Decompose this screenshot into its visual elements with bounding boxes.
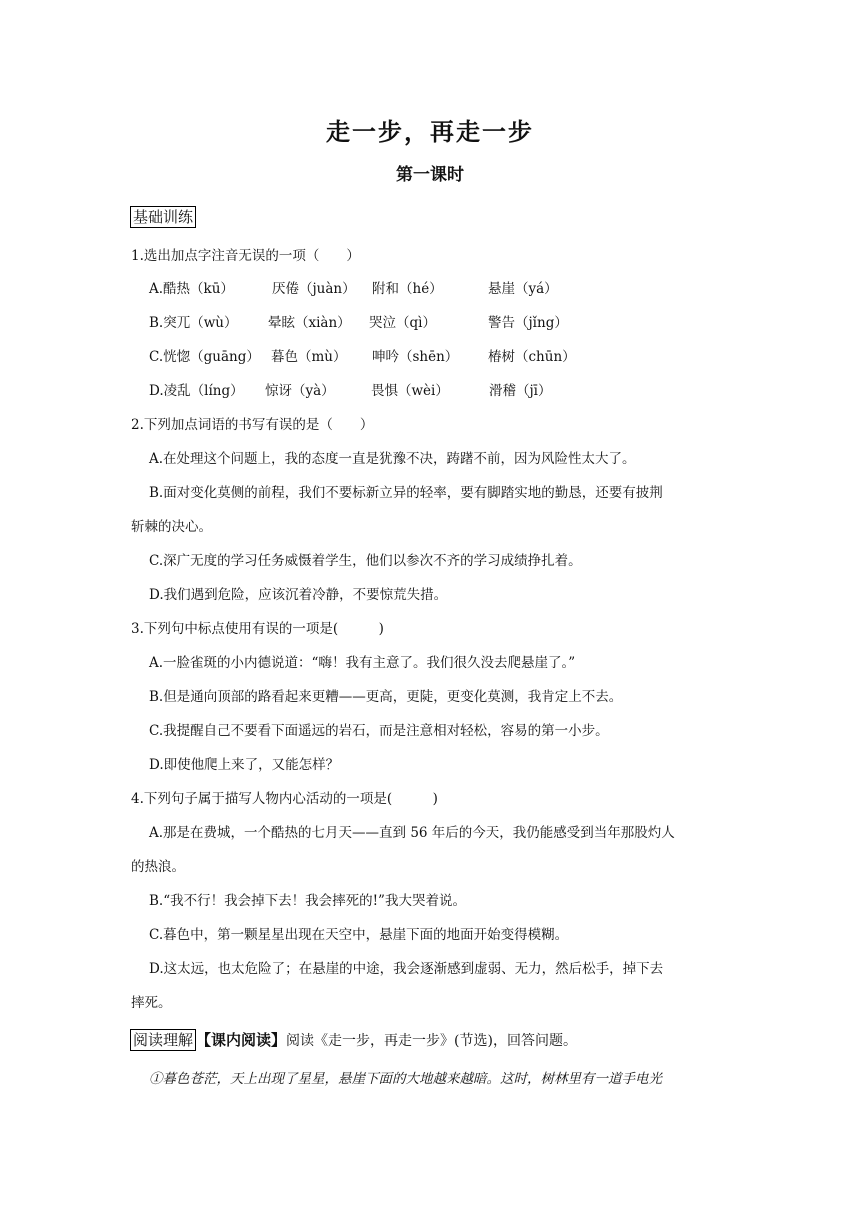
q1-b-2: 晕眩（xiàn） bbox=[268, 315, 351, 331]
q1-option-d bbox=[149, 381, 552, 401]
q4-option-d-line2: 摔死。 bbox=[131, 995, 172, 1011]
section-reading bbox=[130, 1029, 577, 1051]
q3-option-d: D.即使他爬上来了，又能怎样？ bbox=[149, 757, 340, 773]
q2-stem: 2.下列加点词语的书写有误的是（ ） bbox=[131, 417, 374, 433]
section-basic bbox=[130, 206, 196, 228]
q1-d-1: D.凌乱（líng） bbox=[149, 383, 244, 399]
q2-option-b-line2: 斩棘的决心。 bbox=[131, 519, 212, 535]
q1-d-3: 畏惧（wèi） bbox=[371, 383, 449, 399]
page-title: 走一步，再走一步 bbox=[326, 118, 534, 146]
q4-option-b: B.“我不行！我会掉下去！我会摔死的!”我大哭着说。 bbox=[149, 893, 466, 909]
q2-option-b-line1: B.面对变化莫侧的前程，我们不要标新立异的轻率，要有脚踏实地的勤恳，还要有披荆 bbox=[149, 485, 663, 501]
q1-a-4: 悬崖（yá） bbox=[488, 281, 558, 297]
q1-option-c bbox=[149, 347, 576, 367]
q4-option-a-line2: 的热浪。 bbox=[131, 859, 185, 875]
q1-a-3: 附和（hé） bbox=[372, 281, 443, 297]
page-subtitle: 第一课时 bbox=[396, 165, 464, 185]
q3-option-c: C.我提醒自己不要看下面遥远的岩石，而是注意相对轻松，容易的第一小步。 bbox=[149, 723, 609, 739]
q3-stem: 3.下列句中标点使用有误的一项是( ) bbox=[131, 621, 384, 637]
q4-option-a-line1: A.那是在费城，一个酷热的七月天——直到 56 年后的今天，我仍能感受到当年那股灼人 bbox=[149, 825, 675, 841]
q1-b-4: 警告（jǐng） bbox=[488, 315, 568, 331]
q1-a-1: A.酷热（kū） bbox=[149, 281, 234, 297]
q3-option-a: A.一脸雀斑的小内德说道：“嗨！我有主意了。我们很久没去爬悬崖了。” bbox=[149, 655, 576, 671]
q1-c-1: C.恍惚（guāng） bbox=[149, 349, 260, 365]
q4-option-d-line1: D.这太远，也太危险了；在悬崖的中途，我会逐渐感到虚弱、无力，然后松手，掉下去 bbox=[149, 961, 664, 977]
q1-c-2: 暮色（mù） bbox=[271, 349, 347, 365]
q2-option-a: A.在处理这个问题上，我的态度一直是犹豫不决，踌躇不前，因为风险性太大了。 bbox=[149, 451, 636, 467]
q1-option-a bbox=[149, 279, 558, 299]
section-reading-tag: 【课内阅读】 bbox=[196, 1031, 287, 1049]
q1-c-4: 椿树（chūn） bbox=[488, 349, 576, 365]
section-reading-instruction: 阅读《走一步，再走一步》(节选)，回答问题。 bbox=[286, 1033, 577, 1049]
section-label-basic: 基础训练 bbox=[130, 206, 196, 228]
q4-stem: 4.下列句子属于描写人物内心活动的一项是( ) bbox=[131, 791, 438, 807]
q1-a-2: 厌倦（juàn） bbox=[272, 281, 356, 297]
q1-b-3: 哭泣（qì） bbox=[369, 315, 436, 331]
q4-option-c: C.暮色中，第一颗星星出现在天空中，悬崖下面的地面开始变得模糊。 bbox=[149, 927, 569, 943]
q1-stem: 1.选出加点字注音无误的一项（ ） bbox=[131, 248, 360, 264]
q3-option-b: B.但是通向顶部的路看起来更糟——更高，更陡，更变化莫测，我肯定上不去。 bbox=[149, 689, 623, 705]
q1-b-1: B.突兀（wù） bbox=[149, 315, 238, 331]
passage-paragraph-1: ①暮色苍茫，天上出现了星星，悬崖下面的大地越来越暗。这时，树林里有一道手电光 bbox=[149, 1071, 662, 1087]
q1-d-4: 滑稽（jī） bbox=[489, 383, 552, 399]
q1-d-2: 惊讶（yà） bbox=[265, 383, 335, 399]
q2-option-d: D.我们遇到危险，应该沉着冷静，不要惊荒失措。 bbox=[149, 587, 448, 603]
q1-c-3: 呻吟（shēn） bbox=[372, 349, 459, 365]
q1-option-b bbox=[149, 313, 568, 333]
section-label-reading: 阅读理解 bbox=[130, 1029, 196, 1051]
q2-option-c: C.深广无度的学习任务威慑着学生，他们以参次不齐的学习成绩挣扎着。 bbox=[149, 553, 582, 569]
